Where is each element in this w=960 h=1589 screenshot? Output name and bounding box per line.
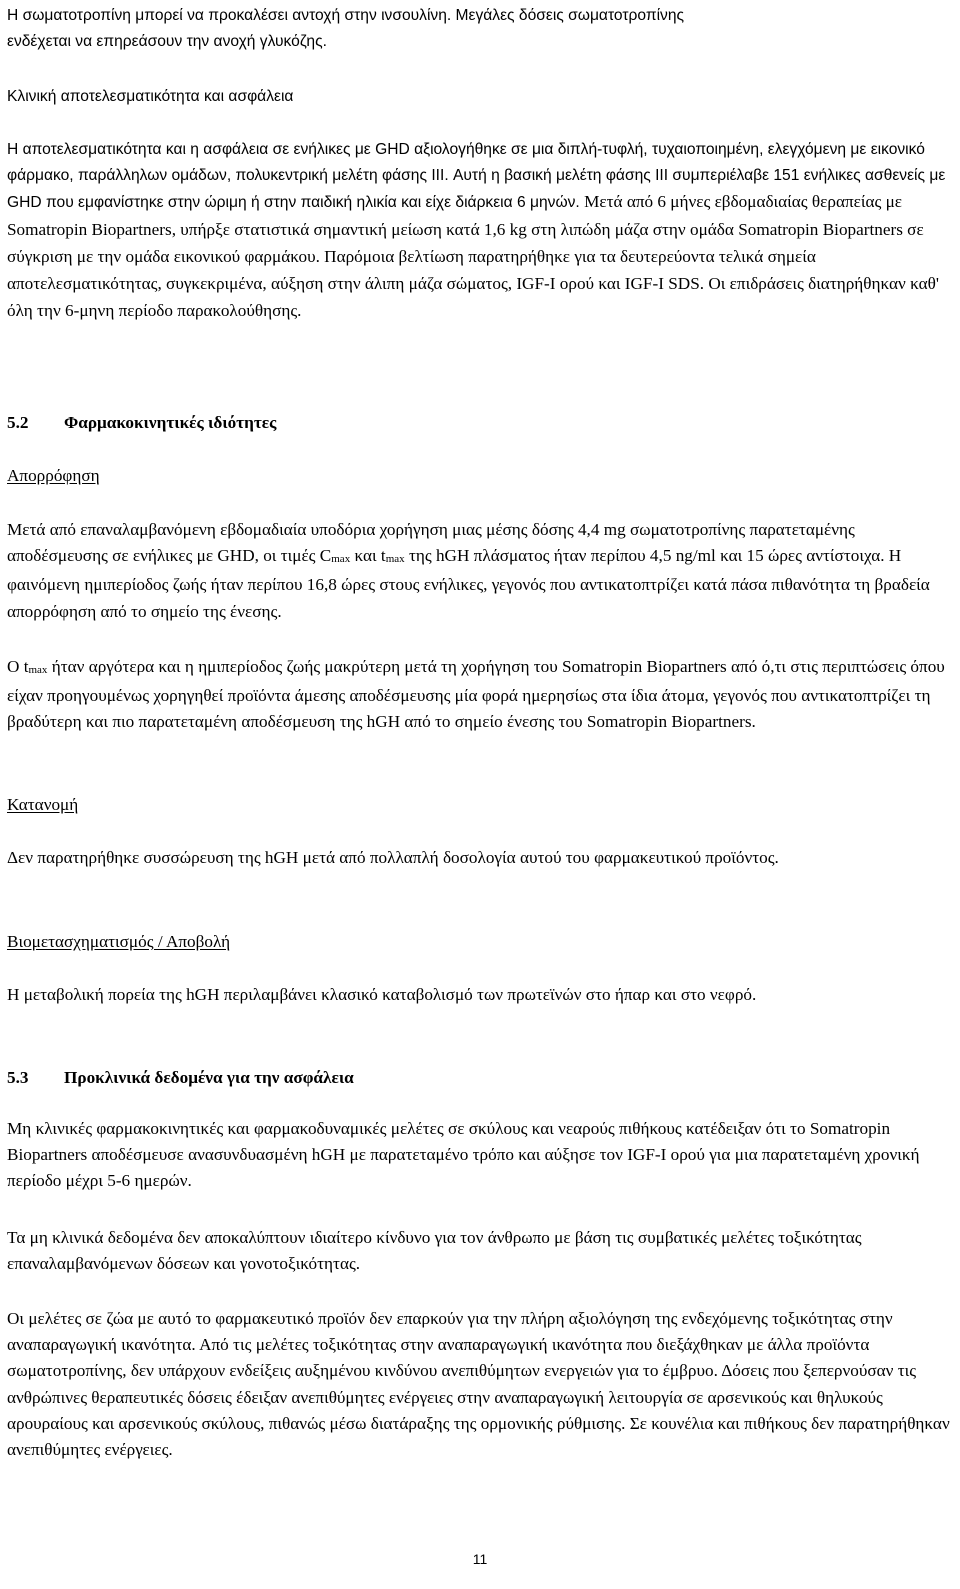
section-5-3-heading — [7, 1065, 952, 1091]
absorption-paragraph-1 — [7, 517, 952, 625]
clinical-efficacy-title-text: Κλινική αποτελεσματικότητα και ασφάλεια — [7, 88, 294, 105]
section-5-2-title: Φαρμακοκινητικές ιδιότητες — [64, 413, 277, 432]
metabolism-title — [7, 929, 952, 955]
absorption-p1-b: και t — [350, 546, 386, 566]
distribution-title — [7, 792, 952, 818]
page-number: 11 — [472, 1551, 488, 1567]
distribution-text: Δεν παρατηρήθηκε συσσώρευση της hGH μετά από πολλαπλή δοσολογία αυτού του φαρμακευτικού προϊόντος. — [7, 848, 779, 867]
intro-line-2: ενδέχεται να επηρεάσουν την ανοχή γλυκόζης. — [7, 33, 327, 51]
clinical-paragraph-body — [7, 137, 952, 325]
absorption-p2-body — [7, 654, 952, 736]
clinical-text-sans: Η αποτελεσματικότητα και η ασφάλεια σε ενήλικες με GHD αξιολογήθηκε σε μια διπλή-τυφλή, τυχαιοποιημένη, ελεγχόμενη με εικονικό φάρμακο, παράλληλων ομάδων, πολυκεντρική μελέτη φάσης III. Αυτή η βασική μελέτη φάσης III συμπεριέλαβε 151 ενήλικες ασθενείς με GHD που εμφανίστηκε στην ώριμη ή στην παιδική ηλικία και είχε διάρκεια 6 μηνών. — [7, 141, 946, 212]
distribution-title-text: Κατανομή — [7, 795, 79, 814]
preclinical-p2-text: Τα μη κλινικά δεδομένα δεν αποκαλύπτουν ιδιαίτερο κίνδυνο για τον άνθρωπο με βάση τις συμβατικές μελέτες τοξικότητας επαναλαμβανόμενων δόσεων και γονοτοξικότητας. — [7, 1228, 862, 1274]
preclinical-paragraph-2 — [7, 1225, 952, 1277]
absorption-p2-b: ήταν αργότερα και η ημιπερίοδος ζωής μακρύτερη μετά τη χορήγηση του Somatropin Biopartners από ό,τι στις περιπτώσεις όπου είχαν προηγουμένως χορηγηθεί προϊόντα άμεσης αποδέσμευσης μία φορά ημερησίως στα ίδια άτομα, γεγονός που αντικατοπτρίζει τη βραδύτερη και πιο παρατεταμένη αποδέσμευση της hGH από το σημείο ένεσης του Somatropin Biopartners. — [7, 657, 945, 732]
cmax-subscript: max — [331, 553, 351, 566]
absorption-p1-a: Μετά από επαναλαμβανόμενη εβδομαδιαία υποδόρια χορήγηση μιας μέσης δόσης 4,4 mg σωματοτροπίνης παρατεταμένης αποδέσμευσης σε ενήλικες με GHD, οι τιμές C — [7, 520, 855, 566]
section-5-2-number: 5.2 — [7, 413, 29, 432]
absorption-p2-a: Ο t — [7, 657, 29, 676]
tmax-subscript: max — [385, 553, 405, 566]
clinical-efficacy-title — [7, 84, 952, 110]
absorption-paragraph-2 — [7, 654, 952, 736]
section-5-2-heading — [7, 410, 952, 436]
intro-paragraph — [7, 3, 952, 55]
preclinical-p3-text: Οι μελέτες σε ζώα με αυτό το φαρμακευτικό προϊόν δεν επαρκούν για την πλήρη αξιολόγηση της ενδεχόμενης τοξικότητας στην αναπαραγωγική ικανότητα. Από τις μελέτες τοξικότητας στην αναπαραγωγική ικανότητα που διεξάχθηκαν με άλλα προϊόντα σωματοτροπίνης, δεν υπάρχουν ενδείξεις αυξημένου κινδύνου ανεπιθύμητων ενεργειών για το έμβρυο. Δόσεις που ξεπερνούσαν τις ανθρώπινες θεραπευτικές δόσεις έδειξαν ανεπιθύμητες ενέργειες στην αναπαραγωγική λειτουργία σε αρσενικούς και θηλυκούς αρουραίους και αρσενικούς σκύλους, πιθανώς μέσω διατάραξης της ορμονικής ρύθμισης. Σε κουνέλια και πιθήκους δεν παρατηρήθηκαν ανεπιθύμητες ενέργειες. — [7, 1309, 950, 1460]
absorption-p1-c: της hGH πλάσματος ήταν περίπου 4,5 ng/ml και 15 ώρες αντίστοιχα. Η φαινόμενη ημιπερίοδος ζωής ήταν περίπου 16,8 ώρες στους ενήλικες, γεγονός που αντικατοπτρίζει κατά πάσα πιθανότητα τη βραδεία απορρόφηση από το σημείο της ένεσης. — [7, 546, 930, 621]
section-5-3-title: Προκλινικά δεδομένα για την ασφάλεια — [64, 1068, 354, 1087]
metabolism-text: Η μεταβολική πορεία της hGH περιλαμβάνει κλασικό καταβολισμό των πρωτεϊνών στο ήπαρ και στο νεφρό. — [7, 985, 757, 1004]
preclinical-paragraph-1 — [7, 1116, 952, 1195]
preclinical-p1-text: Μη κλινικές φαρμακοκινητικές και φαρμακοδυναμικές μελέτες σε σκύλους και νεαρούς πιθήκους κατέδειξαν ότι το Somatropin Biopartners αποδέσμευσε ανασυνδυασμένη hGH με παρατεταμένο τρόπο και αύξησε τον IGF-I ορού για μια παρατεταμένη χρονική περίοδο μέχρι 5-6 ημερών. — [7, 1119, 920, 1191]
clinical-text-serif: Μετά από 6 μήνες εβδομαδιαίας θεραπείας με Somatropin Biopartners, υπήρξε στατιστικά σημαντική μείωση κατά 1,6 kg στη λιπώδη μάζα στην ομάδα Somatropin Biopartners σε σύγκριση με την ομάδα εικονικού φαρμάκου. Παρόμοια βελτίωση παρατηρήθηκε για τα δευτερεύοντα τελικά σημεία αποτελεσματικότητας, συγκεκριμένα, αύξηση στην άλιπη μάζα σώματος, IGF-I ορού και IGF-I SDS. Οι επιδράσεις διατηρήθηκαν καθ' όλη την 6-μηνη περίοδο παρακολούθησης. — [7, 192, 939, 321]
absorption-title-text: Απορρόφηση — [7, 466, 100, 485]
tmax-subscript-2: max — [28, 664, 48, 676]
clinical-paragraph — [7, 137, 952, 325]
intro-line-1: Η σωματοτροπίνη μπορεί να προκαλέσει αντοχή στην ινσουλίνη. Μεγάλες δόσεις σωματοτροπίνης — [7, 7, 685, 24]
metabolism-title-text: Βιομετασχηματισμός / Αποβολή — [7, 932, 231, 951]
absorption-title — [7, 463, 952, 489]
section-5-3-number: 5.3 — [7, 1068, 29, 1087]
absorption-p1-body — [7, 517, 952, 625]
distribution-paragraph — [7, 845, 952, 871]
preclinical-paragraph-3 — [7, 1306, 952, 1463]
metabolism-paragraph — [7, 982, 952, 1008]
